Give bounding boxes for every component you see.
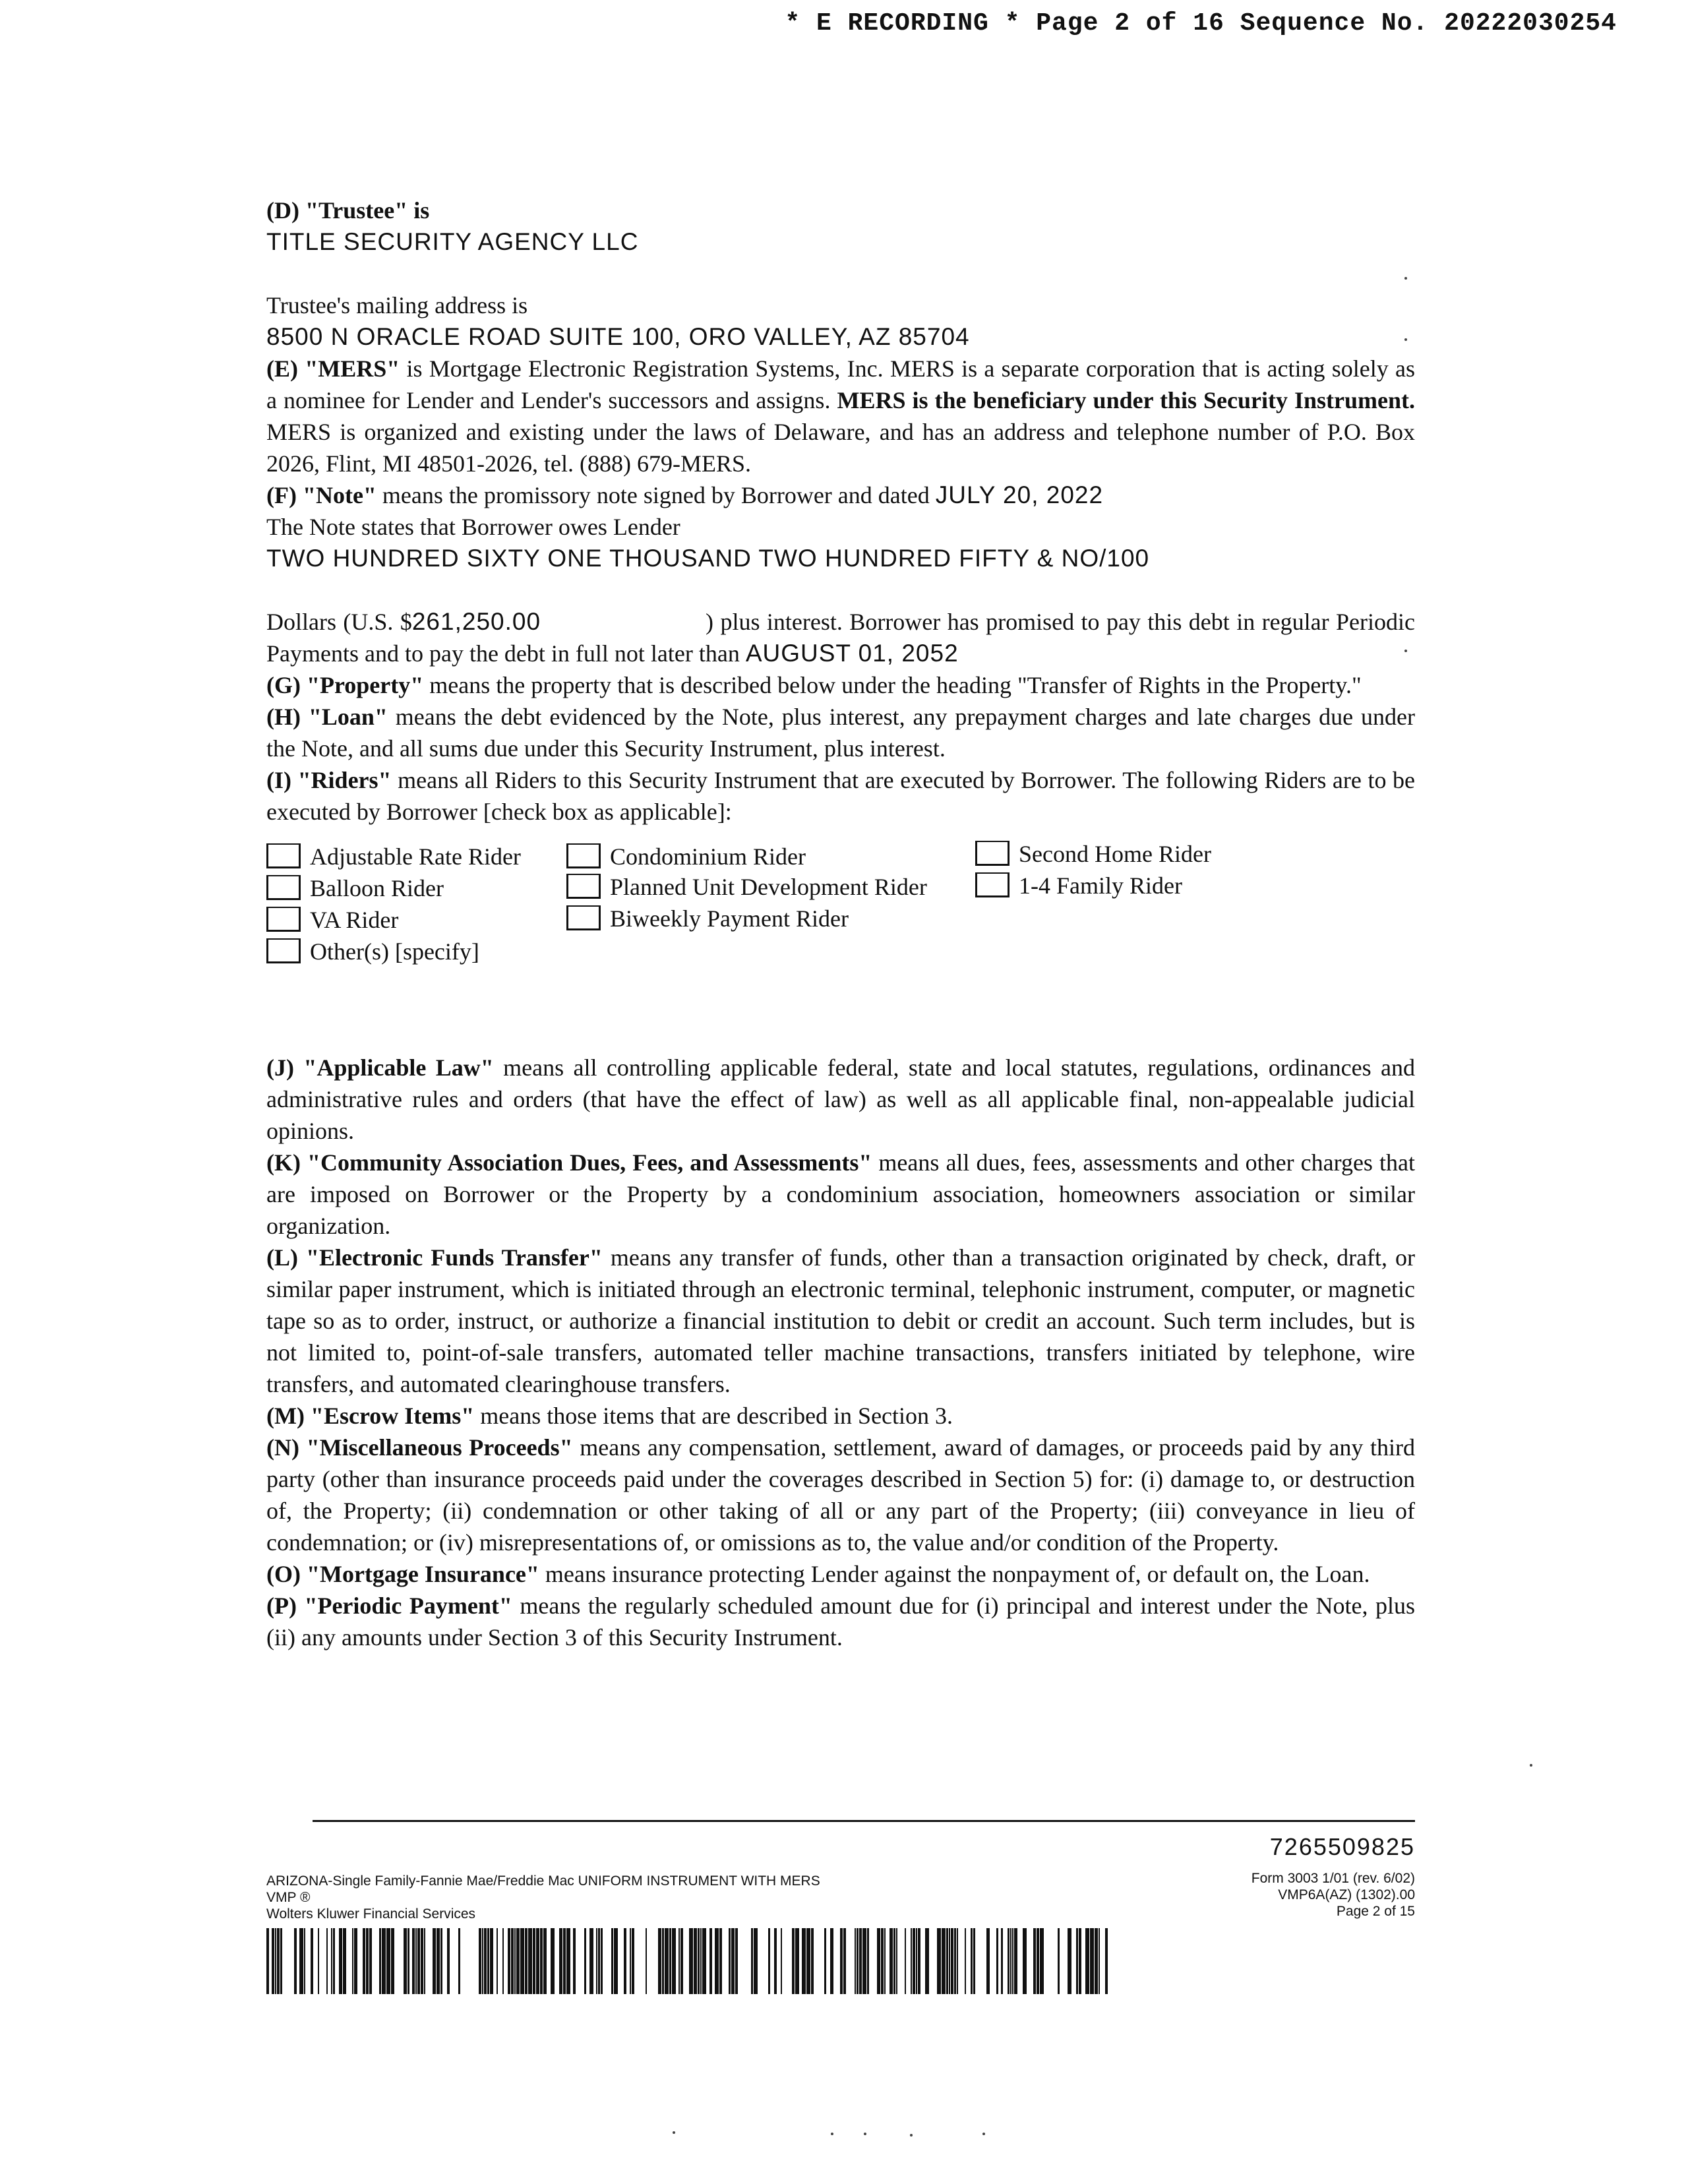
barcode-bar bbox=[525, 1928, 528, 1994]
document-body bbox=[266, 195, 1415, 1653]
barcode-bar bbox=[658, 1928, 661, 1994]
barcode-bar bbox=[573, 1928, 576, 1994]
definition-mers: (E) "MERS" is Mortgage Electronic Registration Systems, Inc. MERS is a separate corporation that is acting solely as a nominee for Lender and Lender's successors and assigns. MERS is the beneficiary under this Security Instrument. MERS is organized and existing under the laws of Delaware, and has an address and telephone number of P.O. Box 2026, Flint, MI 48501-2026, tel. (888) 679-MERS. bbox=[266, 355, 1415, 477]
scan-speck bbox=[982, 2133, 985, 2135]
barcode-bar bbox=[275, 1928, 276, 1994]
barcode-bar bbox=[391, 1928, 394, 1994]
barcode-bar bbox=[877, 1928, 880, 1994]
rider-condominium[interactable]: Condominium Rider bbox=[566, 843, 806, 870]
barcode-bar bbox=[479, 1928, 481, 1994]
barcode-bar bbox=[520, 1928, 524, 1994]
barcode-bar bbox=[540, 1928, 543, 1994]
barcode-bar bbox=[680, 1928, 683, 1994]
barcode-bar bbox=[1014, 1928, 1017, 1994]
barcode-bar bbox=[366, 1928, 369, 1994]
scan-speck bbox=[1404, 277, 1407, 280]
barcode-bar bbox=[584, 1928, 586, 1994]
barcode-bar bbox=[1099, 1928, 1100, 1994]
barcode-bar bbox=[884, 1928, 886, 1994]
barcode-bar bbox=[937, 1928, 941, 1994]
note-dollars: Dollars (U.S. $261,250.00 ) plus interest. Borrower has promised to pay this debt in regular Periodic Payments and to pay the debt in full not later than AUGUST 01, 2052 bbox=[266, 608, 1415, 667]
barcode-bar bbox=[751, 1928, 753, 1994]
barcode-bar bbox=[632, 1928, 634, 1994]
barcode-bar bbox=[662, 1928, 664, 1994]
definition-riders: (I) "Riders" means all Riders to this Security Instrument that are executed by Borrower. The following Riders are to be executed by Borrower [check box as applicable]: bbox=[266, 767, 1416, 825]
barcode-bar bbox=[407, 1928, 409, 1994]
rider-biweekly-payment[interactable]: Biweekly Payment Rider bbox=[566, 905, 849, 932]
barcode-bar bbox=[754, 1928, 758, 1994]
barcode-bar bbox=[596, 1928, 597, 1994]
barcode-bar bbox=[811, 1928, 814, 1994]
barcode-bar bbox=[1085, 1928, 1089, 1994]
definition-escrow-items: (M) "Escrow Items" means those items that are described in Section 3. bbox=[266, 1403, 953, 1429]
barcode-bar bbox=[729, 1928, 731, 1994]
checkbox[interactable] bbox=[975, 872, 1010, 897]
rider-other[interactable]: Other(s) [specify] bbox=[266, 938, 479, 965]
barcode-bar bbox=[911, 1928, 912, 1994]
barcode-bar bbox=[694, 1928, 697, 1994]
barcode-bar bbox=[280, 1928, 282, 1994]
barcode-bar bbox=[792, 1928, 795, 1994]
barcode-bar bbox=[768, 1928, 770, 1994]
riders-checklist bbox=[266, 843, 1415, 975]
barcode-bar bbox=[551, 1928, 555, 1994]
barcode-bar bbox=[601, 1928, 603, 1994]
barcode-bar bbox=[1037, 1928, 1039, 1994]
barcode-bar bbox=[331, 1928, 332, 1994]
note-date: JULY 20, 2022 bbox=[935, 481, 1104, 508]
definition-mortgage-insurance: (O) "Mortgage Insurance" means insurance protecting Lender against the nonpayment of, or default on, the Loan. bbox=[266, 1561, 1370, 1587]
barcode-bar bbox=[497, 1928, 498, 1994]
barcode-bar bbox=[857, 1928, 859, 1994]
barcode-bar bbox=[1033, 1928, 1036, 1994]
barcode-bar bbox=[774, 1928, 777, 1994]
barcode-bar bbox=[781, 1928, 782, 1994]
barcode-bar bbox=[511, 1928, 514, 1994]
barcode-bar bbox=[965, 1928, 966, 1994]
footer-form-number: Form 3003 1/01 (rev. 6/02) VMP6A(AZ) (1302).00 Page 2 of 15 bbox=[1251, 1871, 1415, 1919]
barcode-bar bbox=[318, 1928, 319, 1994]
footer-form-description: ARIZONA-Single Family-Fannie Mae/Freddie Mac UNIFORM INSTRUMENT WITH MERS VMP ® Wolters Kluwer Financial Services bbox=[266, 1873, 820, 1922]
scan-speck bbox=[1404, 650, 1407, 652]
barcode-bar bbox=[698, 1928, 700, 1994]
barcode-bar bbox=[889, 1928, 893, 1994]
barcode-bar bbox=[905, 1928, 906, 1994]
barcode-bar bbox=[957, 1928, 958, 1994]
barcode-bar bbox=[951, 1928, 953, 1994]
barcode-bar bbox=[1023, 1928, 1027, 1994]
scan-speck bbox=[673, 2131, 675, 2134]
barcode-bar bbox=[424, 1928, 425, 1994]
definition-applicable-law: (J) "Applicable Law" means all controlling applicable federal, state and local statutes, regulations, ordinances and administrative rules and orders (that have the effect of law) as well as all applicable final, non-appealable judicial opinions. bbox=[266, 1054, 1416, 1144]
barcode-bar bbox=[700, 1928, 702, 1994]
definition-miscellaneous-proceeds: (N) "Miscellaneous Proceeds" means any compensation, settlement, award of damages, or proceeds paid by any third party (other than insurance proceeds paid under the coverages described in Section 5) for: (i) damage to, or destruction of, the Property; (ii) condemnation or other taking of all or any part of the Property; (iii) conveyance in lieu of condemnation; or (iv) misrepresentations of, or omissions as to, the value and/or condition of the Property. bbox=[266, 1434, 1415, 1556]
rider-planned-unit-development[interactable]: Planned Unit Development Rider bbox=[566, 874, 927, 900]
definition-community-association: (K) "Community Association Dues, Fees, and Assessments" means all dues, fees, assessments and other charges that are imposed on Borrower or the Property by a condominium association, homeowners association or similar organization. bbox=[266, 1149, 1415, 1239]
barcode-bar bbox=[986, 1928, 990, 1994]
barcode-bar bbox=[354, 1928, 357, 1994]
barcode-bar bbox=[893, 1928, 895, 1994]
rider-second-home[interactable]: Second Home Rider bbox=[975, 841, 1211, 867]
barcode-bar bbox=[589, 1928, 593, 1994]
barcode-bar bbox=[946, 1928, 948, 1994]
checkbox[interactable] bbox=[975, 841, 1010, 866]
barcode-bar bbox=[536, 1928, 539, 1994]
barcode-bar bbox=[363, 1928, 365, 1994]
barcode-bar bbox=[855, 1928, 856, 1994]
barcode-bar bbox=[379, 1928, 381, 1994]
barcode-bar bbox=[1076, 1928, 1078, 1994]
barcode-bar bbox=[1105, 1928, 1108, 1994]
barcode-bar bbox=[311, 1928, 313, 1994]
trustee-name: TITLE SECURITY AGENCY LLC bbox=[266, 228, 639, 255]
barcode-bar bbox=[802, 1928, 806, 1994]
barcode-bar bbox=[528, 1928, 532, 1994]
barcode-bar bbox=[862, 1928, 866, 1994]
barcode-bar bbox=[294, 1928, 297, 1994]
barcode-bar bbox=[630, 1928, 631, 1994]
definition-loan: (H) "Loan" means the debt evidenced by the Note, plus interest, any prepayment charges and late charges due under the Note, and all sums due under this Security Instrument, plus interest. bbox=[266, 704, 1416, 762]
barcode-bar bbox=[1012, 1928, 1013, 1994]
barcode-bar bbox=[843, 1928, 846, 1994]
barcode-bar bbox=[918, 1928, 920, 1994]
scan-speck bbox=[864, 2133, 866, 2135]
barcode-bar bbox=[1058, 1928, 1060, 1994]
barcode-bar bbox=[949, 1928, 950, 1994]
barcode-bar bbox=[735, 1928, 738, 1994]
barcode-bar bbox=[859, 1928, 862, 1994]
barcode-bar bbox=[715, 1928, 719, 1994]
barcode-bar bbox=[415, 1928, 417, 1994]
barcode-bar bbox=[795, 1928, 799, 1994]
barcode-bar bbox=[543, 1928, 547, 1994]
rider-balloon[interactable]: Balloon Rider bbox=[266, 875, 444, 901]
barcode-bar bbox=[266, 1928, 269, 1994]
scan-speck bbox=[1404, 338, 1407, 341]
barcode-bar bbox=[514, 1928, 516, 1994]
trustee-label: (D) "Trustee" is bbox=[266, 197, 430, 224]
barcode-bar bbox=[1079, 1928, 1081, 1994]
rider-adjustable-rate[interactable]: Adjustable Rate Rider bbox=[266, 843, 521, 870]
barcode-bar bbox=[954, 1928, 956, 1994]
barcode-bar bbox=[343, 1928, 346, 1994]
barcode-bar bbox=[913, 1928, 915, 1994]
definition-note: (F) "Note" means the promissory note signed by Borrower and dated JULY 20, 2022 bbox=[266, 481, 1104, 508]
barcode-bar bbox=[566, 1928, 570, 1994]
rider-1-4-family[interactable]: 1-4 Family Rider bbox=[975, 872, 1182, 899]
barcode-bar bbox=[996, 1928, 998, 1994]
barcode-bar bbox=[563, 1928, 566, 1994]
barcode-bar bbox=[304, 1928, 305, 1994]
barcode bbox=[266, 1928, 1117, 1994]
barcode-bar bbox=[824, 1928, 826, 1994]
barcode-bar bbox=[272, 1928, 274, 1994]
barcode-bar bbox=[508, 1928, 510, 1994]
barcode-bar bbox=[942, 1928, 946, 1994]
barcode-bar bbox=[516, 1928, 520, 1994]
scan-speck bbox=[910, 2134, 913, 2137]
barcode-bar bbox=[382, 1928, 386, 1994]
checkbox[interactable] bbox=[266, 843, 301, 868]
barcode-bar bbox=[299, 1928, 303, 1994]
barcode-bar bbox=[881, 1928, 884, 1994]
rider-va[interactable]: VA Rider bbox=[266, 907, 398, 933]
barcode-bar bbox=[840, 1928, 843, 1994]
barcode-bar bbox=[614, 1928, 618, 1994]
barcode-bar bbox=[339, 1928, 342, 1994]
definition-periodic-payment: (P) "Periodic Payment" means the regularly scheduled amount due for (i) principal and interest under the Note, plus (ii) any amounts under Section 3 of this Security Instrument. bbox=[266, 1592, 1416, 1651]
barcode-bar bbox=[440, 1928, 442, 1994]
barcode-bar bbox=[559, 1928, 562, 1994]
barcode-bar bbox=[830, 1928, 833, 1994]
barcode-bar bbox=[386, 1928, 390, 1994]
barcode-bar bbox=[1068, 1928, 1071, 1994]
barcode-bar bbox=[973, 1928, 975, 1994]
scan-speck bbox=[831, 2133, 833, 2135]
definition-property: (G) "Property" means the property that is described below under the heading "Transfer of Rights in the Property." bbox=[266, 672, 1362, 698]
checkbox[interactable] bbox=[266, 875, 301, 900]
checkbox[interactable] bbox=[566, 905, 601, 930]
scan-speck bbox=[1530, 1764, 1532, 1767]
barcode-bar bbox=[678, 1928, 680, 1994]
trustee-mailing-address: 8500 N ORACLE ROAD SUITE 100, ORO VALLEY, AZ 85704 bbox=[266, 323, 970, 350]
barcode-bar bbox=[487, 1928, 489, 1994]
barcode-bar bbox=[867, 1928, 869, 1994]
barcode-bar bbox=[1010, 1928, 1011, 1994]
trustee-mailing-label: Trustee's mailing address is bbox=[266, 292, 528, 318]
barcode-bar bbox=[669, 1928, 671, 1994]
barcode-bar bbox=[916, 1928, 917, 1994]
note-amount: 261,250.00 bbox=[411, 608, 541, 635]
barcode-bar bbox=[447, 1928, 450, 1994]
barcode-bar bbox=[484, 1928, 487, 1994]
barcode-bar bbox=[598, 1928, 600, 1994]
checkbox[interactable] bbox=[566, 843, 601, 868]
barcode-bar bbox=[896, 1928, 897, 1994]
barcode-bar bbox=[971, 1928, 973, 1994]
barcode-bar bbox=[806, 1928, 810, 1994]
barcode-bar bbox=[646, 1928, 647, 1994]
note-owes-line: The Note states that Borrower owes Lender bbox=[266, 514, 680, 540]
barcode-bar bbox=[611, 1928, 613, 1994]
barcode-bar bbox=[277, 1928, 280, 1994]
barcode-bar bbox=[437, 1928, 440, 1994]
barcode-bar bbox=[624, 1928, 626, 1994]
barcode-bar bbox=[421, 1928, 423, 1994]
checkbox[interactable] bbox=[566, 874, 601, 899]
barcode-bar bbox=[1090, 1928, 1094, 1994]
barcode-bar bbox=[719, 1928, 722, 1994]
barcode-bar bbox=[1095, 1928, 1098, 1994]
definition-electronic-funds-transfer: (L) "Electronic Funds Transfer" means any transfer of funds, other than a transaction originated by check, draft, or similar paper instrument, which is initiated through an electronic terminal, telephonic instrument, computer, or magnetic tape so as to order, instruct, or authorize a financial institution to debit or credit an account. Such term includes, but is not limited to, point-of-sale transfers, automated teller machine transactions, transfers initiated by telephone, wire transfers, and automated clearinghouse transfers. bbox=[266, 1244, 1415, 1397]
barcode-bar bbox=[404, 1928, 407, 1994]
barcode-bar bbox=[1001, 1928, 1003, 1994]
barcode-bar bbox=[709, 1928, 712, 1994]
footer-rule bbox=[313, 1820, 1415, 1822]
barcode-bar bbox=[1008, 1928, 1010, 1994]
barcode-bar bbox=[702, 1928, 706, 1994]
barcode-bar bbox=[352, 1928, 353, 1994]
checkbox[interactable] bbox=[266, 907, 301, 932]
barcode-bar bbox=[925, 1928, 929, 1994]
barcode-bar bbox=[433, 1928, 436, 1994]
loan-number: 7265509825 bbox=[1269, 1833, 1415, 1860]
barcode-bar bbox=[482, 1928, 483, 1994]
barcode-bar bbox=[369, 1928, 372, 1994]
recording-header: * E RECORDING * Page 2 of 16 Sequence No. 20222030254 bbox=[785, 9, 1617, 38]
barcode-bar bbox=[502, 1928, 504, 1994]
note-maturity: AUGUST 01, 2052 bbox=[745, 640, 959, 667]
barcode-bar bbox=[333, 1928, 335, 1994]
barcode-bar bbox=[412, 1928, 415, 1994]
barcode-bar bbox=[326, 1928, 328, 1994]
barcode-bar bbox=[458, 1928, 460, 1994]
barcode-bar bbox=[417, 1928, 420, 1994]
barcode-bar bbox=[1040, 1928, 1044, 1994]
barcode-bar bbox=[490, 1928, 493, 1994]
note-amount-words: TWO HUNDRED SIXTY ONE THOUSAND TWO HUNDRED FIFTY & NO/100 bbox=[266, 545, 1150, 572]
checkbox[interactable] bbox=[266, 938, 301, 963]
barcode-bar bbox=[533, 1928, 535, 1994]
barcode-bar bbox=[672, 1928, 676, 1994]
barcode-bar bbox=[731, 1928, 735, 1994]
barcode-bar bbox=[689, 1928, 693, 1994]
barcode-bar bbox=[665, 1928, 669, 1994]
